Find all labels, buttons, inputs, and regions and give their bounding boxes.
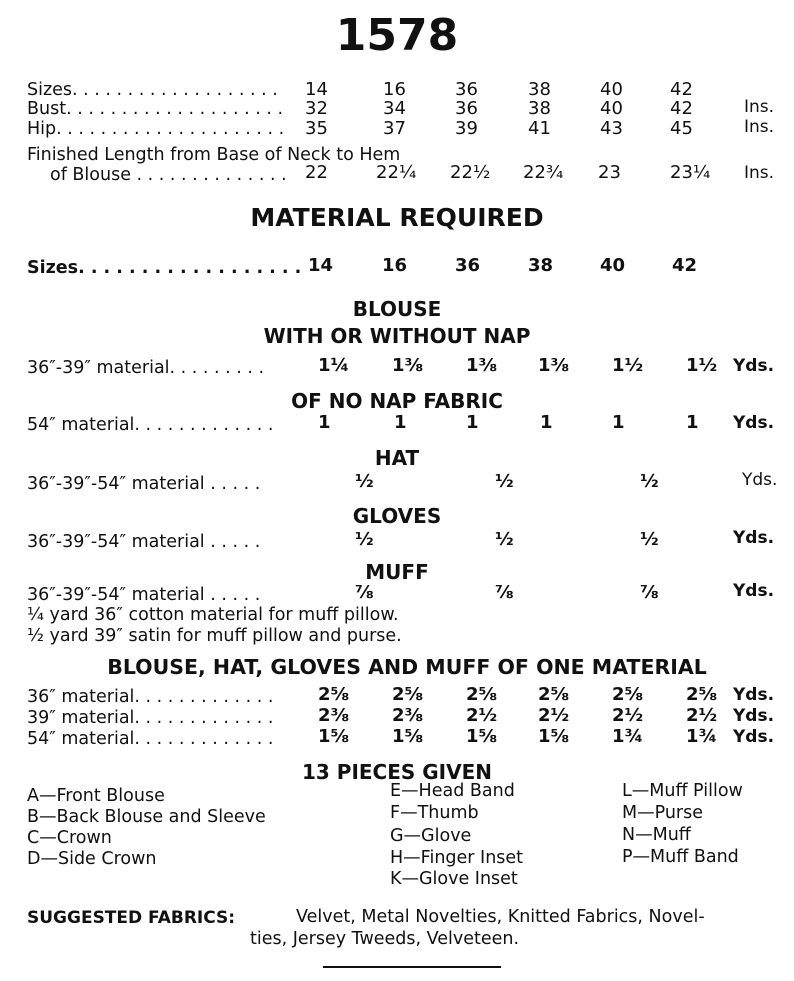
material-required-heading: MATERIAL REQUIRED [250,203,544,232]
value: ⅞ [640,582,659,603]
value: 14 [308,255,334,276]
row-label: Hip. . . . . . . . . . . . . . . . . . . . . [27,119,285,139]
unit-label: Yds. [733,706,775,726]
row-label: 54″ material. . . . . . . . . . . . . [27,415,274,435]
piece-item: L—Muff Pillow [622,781,743,801]
value: 34 [383,98,406,119]
hat-heading: HAT [374,446,420,470]
unit-label: Yds. [733,727,775,747]
value: 2⅝ [612,684,644,705]
suggested-fabrics-text: Velvet, Metal Novelties, Knitted Fabrics, Novel- [296,907,705,927]
value: 42 [672,255,698,276]
with-or-without-nap-heading: WITH OR WITHOUT NAP [263,324,531,348]
unit-label: Ins. [744,117,775,137]
value: 1⅝ [538,726,570,747]
value: ⅞ [355,582,374,603]
pieces-heading: 13 PIECES GIVEN [302,760,492,784]
value: 23 [598,162,621,183]
value: 45 [670,118,693,139]
blouse-heading: BLOUSE [352,297,442,321]
value: 23¼ [670,162,711,183]
row-label: Sizes. . . . . . . . . . . . . . . . . . . [27,80,278,100]
unit-label: Ins. [744,163,775,183]
value: 2½ [466,705,498,726]
value: 2⅝ [392,684,424,705]
value: 38 [528,98,551,119]
combined-heading: BLOUSE, HAT, GLOVES AND MUFF OF ONE MATERIAL [107,655,707,679]
gloves-heading: GLOVES [352,504,442,528]
value: 1½ [686,355,718,376]
piece-item: E—Head Band [390,781,515,801]
piece-item: G—Glove [390,826,472,846]
value: 2⅜ [392,705,424,726]
piece-item: D—Side Crown [27,849,157,869]
piece-item: H—Finger Inset [390,848,524,868]
value: 32 [305,98,328,119]
value: 43 [600,118,623,139]
value: ½ [355,471,374,492]
unit-label: Yds. [742,470,778,490]
value: 2⅜ [318,705,350,726]
value: 1¾ [686,726,718,747]
row-label: 36″-39″-54″ material . . . . . [27,474,261,494]
value: 2½ [612,705,644,726]
value: 16 [383,79,406,100]
value: 2⅝ [538,684,570,705]
muff-note: ½ yard 39″ satin for muff pillow and purse. [27,626,402,646]
value: 36 [455,98,478,119]
muff-note: ¼ yard 36″ cotton material for muff pillow. [27,605,399,625]
value: 14 [305,79,328,100]
piece-item: K—Glove Inset [390,869,518,889]
suggested-fabrics-label: SUGGESTED FABRICS: [27,908,236,928]
value: 35 [305,118,328,139]
row-label: 36″-39″-54″ material . . . . . [27,532,261,552]
value: 38 [528,255,554,276]
value: 1⅝ [318,726,350,747]
value: 42 [670,98,693,119]
value: ⅞ [495,582,514,603]
value: 2⅝ [466,684,498,705]
value: 1 [612,412,625,433]
unit-label: Yds. [733,356,775,376]
row-label: 54″ material. . . . . . . . . . . . . [27,729,274,749]
value: 1 [466,412,479,433]
piece-item: A—Front Blouse [27,786,165,806]
value: 1¼ [318,355,350,376]
piece-item: F—Thumb [390,803,479,823]
value: ½ [495,471,514,492]
unit-label: Yds. [733,685,775,705]
unit-label: Ins. [744,97,775,117]
value: 1½ [612,355,644,376]
value: 1⅝ [466,726,498,747]
piece-item: M—Purse [622,803,704,823]
value: 1⅜ [466,355,498,376]
value: 1¾ [612,726,644,747]
value: 22¾ [523,162,564,183]
no-nap-fabric-heading: OF NO NAP FABRIC [291,389,503,413]
value: 39 [455,118,478,139]
value: 22¼ [376,162,417,183]
row-label: 36″-39″-54″ material . . . . . [27,585,261,605]
value: 36 [455,79,478,100]
unit-label: Yds. [733,413,775,433]
row-label: Sizes. . . . . . . . . . . . . . . . . . [27,258,302,278]
value: ½ [640,529,659,550]
unit-label: Yds. [733,581,775,601]
value: ½ [495,529,514,550]
piece-item: C—Crown [27,828,112,848]
piece-item: P—Muff Band [622,847,739,867]
muff-heading: MUFF [365,560,429,584]
value: 40 [600,255,626,276]
value: 2⅝ [686,684,718,705]
row-label: Bust. . . . . . . . . . . . . . . . . . . . [27,99,284,119]
value: 37 [383,118,406,139]
value: 1⅝ [392,726,424,747]
value: 22½ [450,162,491,183]
value: ½ [355,529,374,550]
value: 2⅝ [318,684,350,705]
value: 40 [600,79,623,100]
value: 1 [394,412,407,433]
piece-item: N—Muff [622,825,691,845]
finished-length-label-cont: of Blouse . . . . . . . . . . . . . . [50,165,287,185]
value: 1⅜ [392,355,424,376]
pattern-number: 1578 [335,10,459,61]
value: 1 [540,412,553,433]
row-label: 36″-39″ material. . . . . . . . . [27,358,265,378]
value: 16 [382,255,408,276]
value: ½ [640,471,659,492]
row-label: 39″ material. . . . . . . . . . . . . [27,708,274,728]
value: 2½ [538,705,570,726]
unit-label: Yds. [733,528,775,548]
piece-item: B—Back Blouse and Sleeve [27,807,266,827]
value: 1 [318,412,331,433]
value: 1 [686,412,699,433]
value: 1⅜ [538,355,570,376]
value: 22 [305,162,328,183]
value: 41 [528,118,551,139]
value: 38 [528,79,551,100]
value: 2½ [686,705,718,726]
footer-divider [323,966,501,968]
finished-length-label: Finished Length from Base of Neck to Hem [27,145,401,165]
value: 36 [455,255,481,276]
value: 40 [600,98,623,119]
suggested-fabrics-text: ties, Jersey Tweeds, Velveteen. [250,929,520,949]
row-label: 36″ material. . . . . . . . . . . . . [27,687,274,707]
value: 42 [670,79,693,100]
